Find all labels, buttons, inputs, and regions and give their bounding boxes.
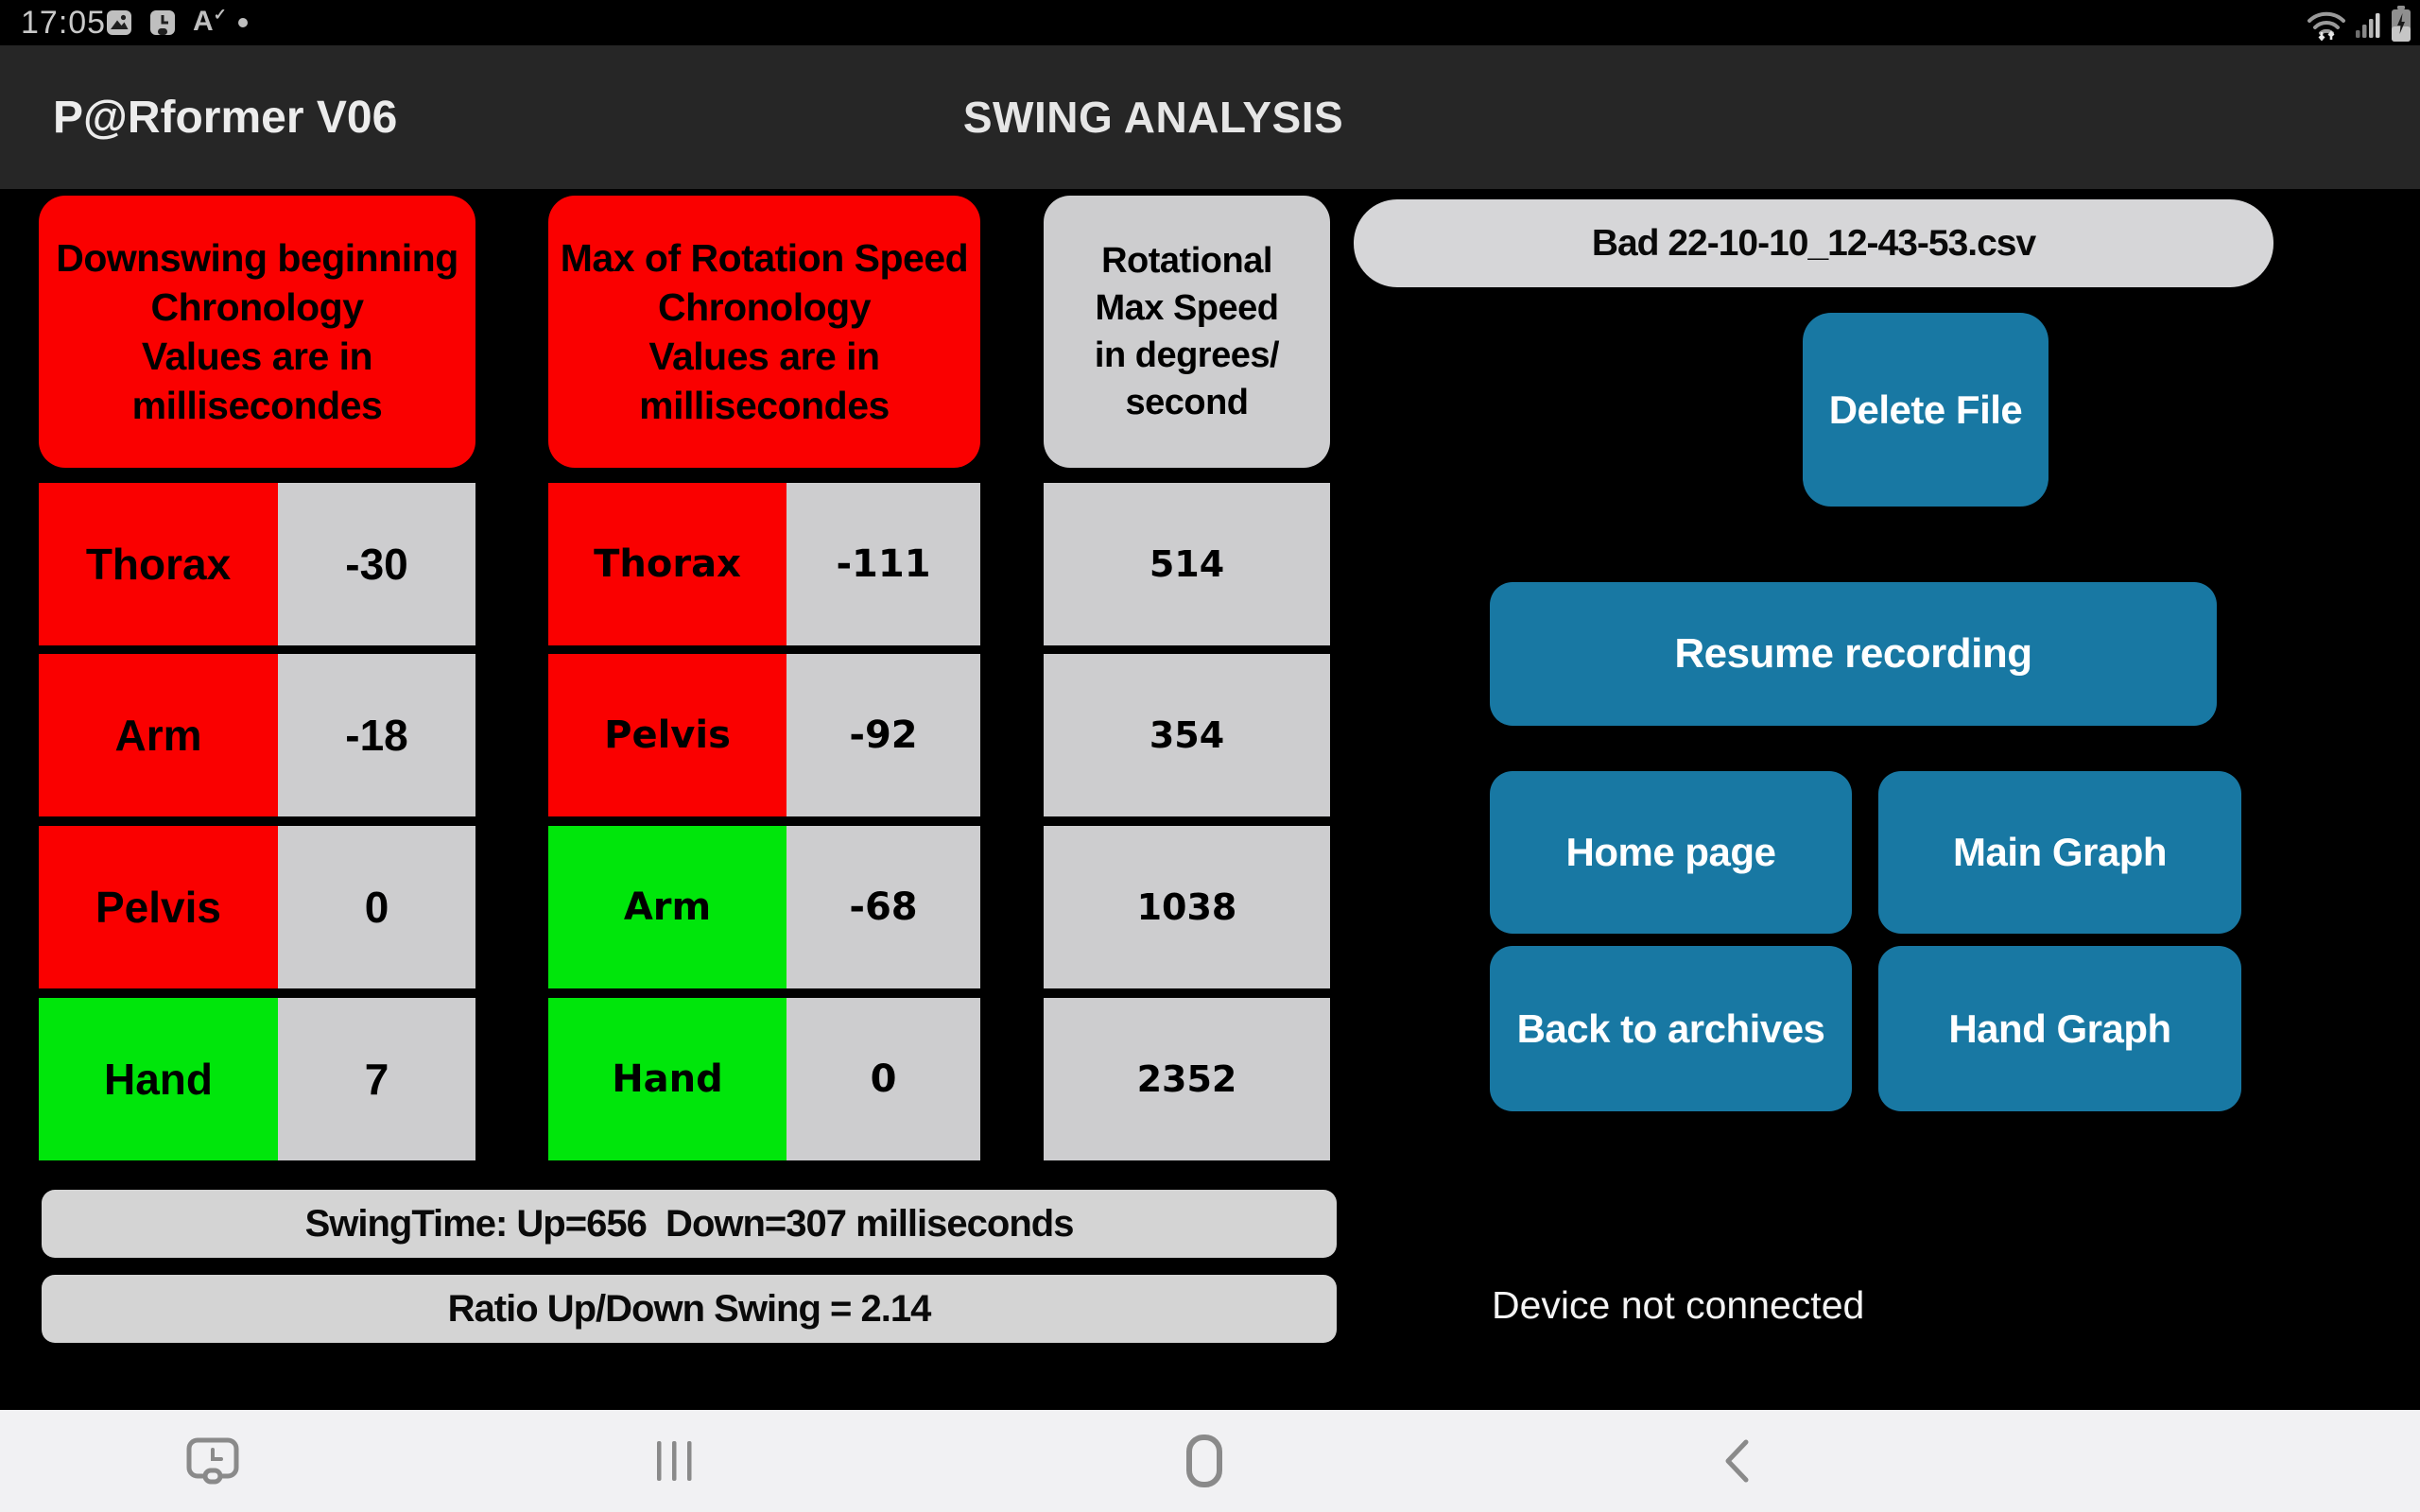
back-to-archives-button[interactable]: Back to archives: [1490, 946, 1852, 1111]
smart-capture-icon: [149, 9, 176, 36]
home-icon[interactable]: [1184, 1410, 1225, 1512]
wifi-arrows-icon: [2305, 8, 2348, 42]
notification-dot: [238, 18, 248, 27]
max-rotation-row-value: 0: [786, 998, 980, 1160]
downswing-chronology-header: Downswing beginning Chronology Values are in millisecondes: [39, 196, 475, 468]
file-name-pill[interactable]: Bad 22-10-10_12-43-53.csv: [1354, 199, 2273, 287]
rotational-speed-value: 2352: [1044, 998, 1330, 1160]
rotational-speed-value: 1038: [1044, 826, 1330, 988]
main-graph-button[interactable]: Main Graph: [1878, 771, 2241, 934]
recents-icon[interactable]: [649, 1410, 699, 1512]
home-page-button[interactable]: Home page: [1490, 771, 1852, 934]
max-rotation-row-label: Thorax: [548, 483, 786, 645]
resume-recording-button[interactable]: Resume recording: [1490, 582, 2217, 726]
max-rotation-row-value: -111: [786, 483, 980, 645]
app-bar: [0, 45, 2420, 189]
status-bar: [0, 0, 2420, 45]
downswing-row-value: -18: [278, 654, 475, 816]
max-rotation-row-label: Arm: [548, 826, 786, 988]
gallery-icon: [106, 9, 132, 36]
max-rotation-row-label: Pelvis: [548, 654, 786, 816]
downswing-row-label: Thorax: [39, 483, 278, 645]
clock-label: 17:05: [21, 5, 107, 41]
connection-status: Device not connected: [1492, 1283, 1865, 1327]
page-title: SWING ANALYSIS: [962, 93, 1344, 142]
downswing-row-label: Hand: [39, 998, 278, 1160]
max-rotation-chronology-header: Max of Rotation Speed Chronology Values are in millisecondes: [548, 196, 980, 468]
screenshot-toolbar-icon[interactable]: [185, 1410, 240, 1512]
rotational-max-speed-header: Rotational Max Speed in degrees/ second: [1044, 196, 1330, 468]
battery-charging-icon: [2390, 6, 2412, 42]
signal-strength-icon: [2356, 11, 2382, 38]
downswing-row-value: -30: [278, 483, 475, 645]
back-icon[interactable]: [1716, 1410, 1757, 1512]
hand-graph-button[interactable]: Hand Graph: [1878, 946, 2241, 1111]
max-rotation-row-label: Hand: [548, 998, 786, 1160]
rotational-speed-value: 514: [1044, 483, 1330, 645]
font-badge-icon: A✓: [193, 6, 227, 37]
downswing-row-value: 0: [278, 826, 475, 988]
navigation-bar: [0, 1410, 2420, 1512]
downswing-row-label: Arm: [39, 654, 278, 816]
ratio-bar: Ratio Up/Down Swing = 2.14: [42, 1275, 1337, 1343]
max-rotation-row-value: -92: [786, 654, 980, 816]
max-rotation-row-value: -68: [786, 826, 980, 988]
downswing-row-label: Pelvis: [39, 826, 278, 988]
delete-file-button[interactable]: Delete File: [1803, 313, 2048, 507]
app-title: P@Rformer V06: [53, 92, 398, 143]
swing-time-bar: SwingTime: Up=656 Down=307 milliseconds: [42, 1190, 1337, 1258]
downswing-row-value: 7: [278, 998, 475, 1160]
rotational-speed-value: 354: [1044, 654, 1330, 816]
